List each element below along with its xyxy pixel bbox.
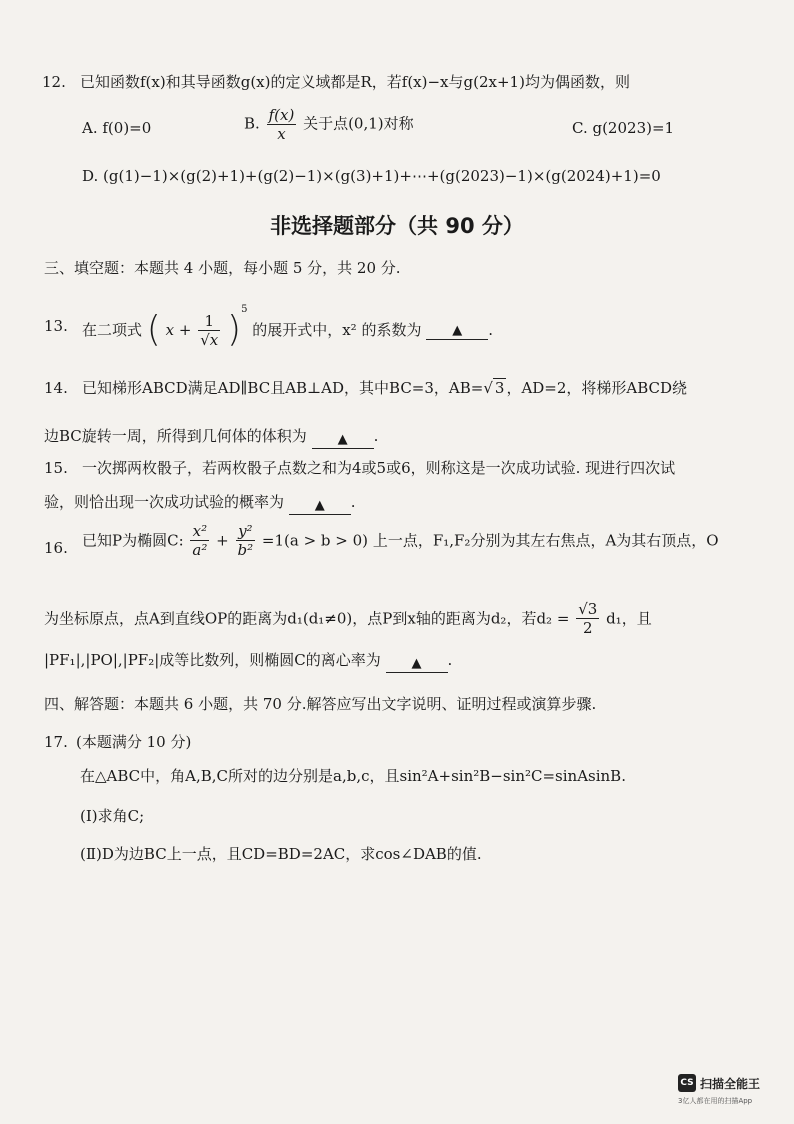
q13-frac-num: 1 [198,312,220,331]
q14-line2 [44,426,378,449]
q17-part2: (Ⅱ)D为边BC上一点，且CD=BD=2AC，求cos∠DAB的值. [80,845,482,863]
q12-option-b-tail: 关于点(0,1)对称 [303,114,414,133]
q17-head: (本题满分 10 分) [76,733,192,751]
q12-option-b [244,106,414,143]
q14-end: . [373,427,379,445]
q15-line1: 一次掷两枚骰子，若两枚骰子点数之和为4或5或6，则称这是一次成功试验. 现进行四次试 [82,459,676,477]
q12-option-b-label: B. [244,114,260,133]
q13-frac-den: √x [200,330,219,349]
q14-line1 [82,378,687,398]
q16-frac-d [576,600,599,637]
q16-frac-x [190,522,209,559]
q16-line2 [44,600,652,637]
q16-frac-y-den: b² [237,541,254,559]
q13-frac-den-rad: x [209,330,219,349]
q17-body: 在△ABC中，角A,B,C所对的边分别是a,b,c，且sin²A+sin²B−sin²C=sinAsinB. [80,767,626,785]
q16-line3-text: |PF₁|,|PO|,|PF₂|成等比数列，则椭圆C的离心率为 [44,651,381,669]
q16-frac-x-num: x² [190,522,209,541]
q13-exponent: 5 [241,304,248,315]
q16-end: . [447,651,453,669]
q16-frac-y [236,522,256,559]
scanner-watermark [678,1074,778,1110]
camscanner-logo-icon: CS [678,1074,696,1092]
q16-line1 [82,522,719,559]
q16-eq: =1(a > b > 0) [261,531,369,550]
q13-fraction [198,312,220,349]
q13-paren-right: ) [227,309,242,350]
q17-part1: (Ⅰ)求角C; [80,807,145,825]
q14-line2-text: 边BC旋转一周，所得到几何体的体积为 [44,427,307,445]
q13-paren-left: ( [146,309,161,350]
q16-line2b: d₁，且 [606,609,652,628]
q15-line2 [44,492,356,515]
section-title: 非选择题部分（共 90 分） [270,214,524,238]
q15-answer-blank: ▲ [289,496,351,515]
q13-post: 的展开式中，x² 的系数为 [252,321,422,339]
q16-line2a: 为坐标原点，点A到直线OP的距离为d₁(d₁≠0)，点P到x轴的距离为d₂，若d₂ = [44,609,570,628]
q14-answer-blank: ▲ [312,430,374,449]
q16-line3 [44,650,452,673]
q15-end: . [350,493,356,511]
q13-x: x + [165,321,192,339]
q15-line2-text: 验，则恰出现一次成功试验的概率为 [44,493,285,511]
q15-number: 15. [44,459,68,477]
q16-answer-blank: ▲ [386,654,448,673]
part3-header: 三、填空题：本题共 4 小题，每小题 5 分，共 20 分. [44,259,401,277]
q13-end: . [488,321,494,339]
q16-pre: 已知P为椭圆C: [82,531,184,550]
part4-header: 四、解答题：本题共 6 小题，共 70 分.解答应写出文字说明、证明过程或演算步骤. [44,695,597,713]
q14-sqrt-rad: 3 [494,379,505,397]
q12-number: 12. [42,73,66,91]
q17-number: 17. [44,733,68,751]
q12-stem: 已知函数f(x)和其导函数g(x)的定义域都是R，若f(x)−x与g(2x+1)均为偶函数，则 [80,73,630,91]
q13-body [82,300,493,349]
q16-frac-d-num: √3 [578,600,598,618]
q12-option-d: D. (g(1)−1)×(g(2)+1)+(g(2)−1)×(g(3)+1)+⋯+(g(2023)−1)×(g(2024)+1)=0 [82,167,661,185]
q16-line1b: 上一点，F₁,F₂分别为其左右焦点，A为其右顶点，O [372,531,719,550]
q16-frac-y-num: y² [236,522,256,541]
q13-answer-blank: ▲ [426,321,488,340]
q16-number: 16. [44,539,68,557]
q14-sqrt: √ 3 [483,379,505,397]
q14-number: 14. [44,379,68,397]
watermark-tagline: 3亿人都在用的扫描App [678,1097,753,1105]
q12-option-b-numerator: f(x) [268,106,295,124]
q12-option-c: C. g(2023)=1 [572,119,675,137]
q14-line1-text: 已知梯形ABCD满足AD∥BC且AB⊥AD，其中BC=3，AB= [82,379,484,397]
watermark-name: 扫描全能王 [700,1077,761,1091]
q16-frac-x-den: a² [192,541,208,559]
q13-number: 13. [44,317,68,335]
q12-option-b-denominator: x [277,125,286,143]
q16-frac-d-den: 2 [582,619,593,637]
q12-option-b-fraction [267,106,297,143]
q16-plus: + [216,531,229,550]
q14-line1b: ，AD=2，将梯形ABCD绕 [506,379,688,397]
q13-pre: 在二项式 [82,321,143,339]
q12-option-a: A. f(0)=0 [82,119,152,137]
